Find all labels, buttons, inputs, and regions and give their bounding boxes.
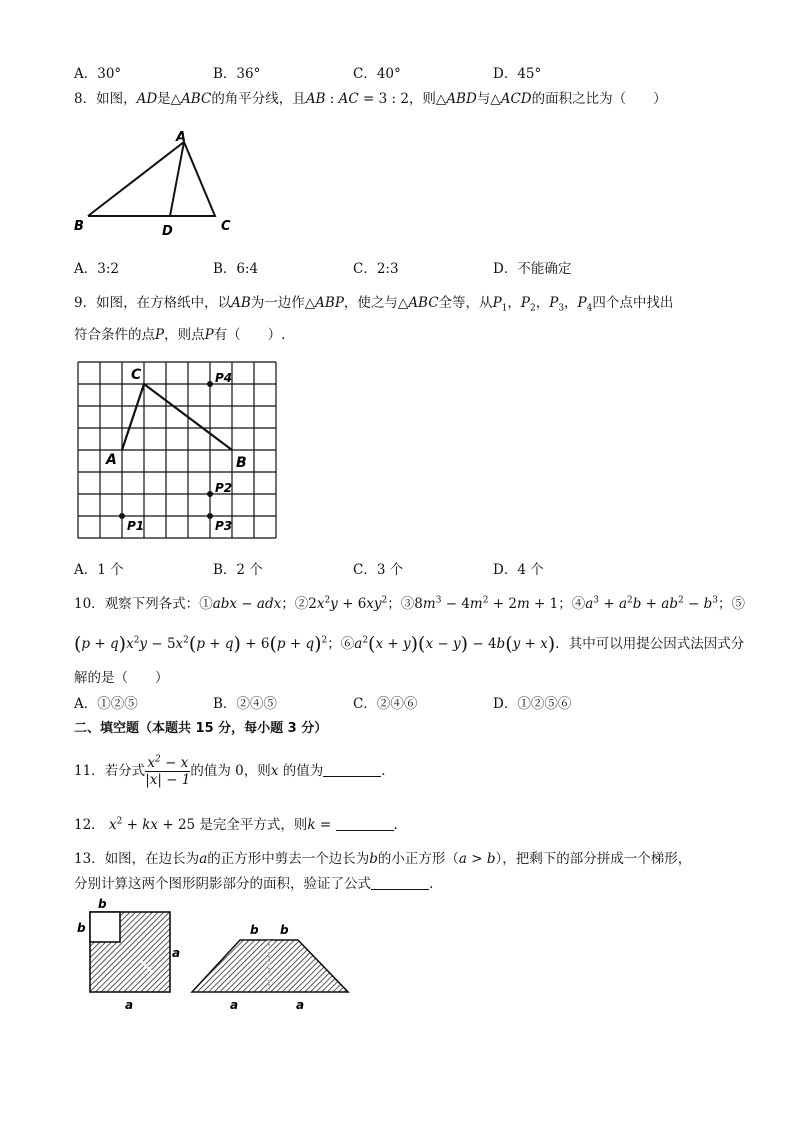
- q9-option-d: D．4 个: [493, 562, 544, 578]
- q13-square-figure: [77, 897, 180, 1012]
- q8-option-a: A．3:2: [74, 261, 119, 277]
- q9-label-p4: P4: [215, 371, 233, 385]
- q13-square-label-a-bottom: a: [125, 998, 134, 1012]
- q7-option-d: D．45°: [493, 66, 542, 82]
- q13-trapezoid-figure: [192, 923, 348, 1012]
- q12-answer-blank[interactable]: [336, 816, 394, 831]
- q10-option-d: D．①②⑤⑥: [493, 696, 572, 712]
- q13-square-label-b-left: b: [77, 921, 86, 935]
- q13-square-label-b-top: b: [98, 897, 107, 911]
- section-2-title: 二、填空题（本题共 15 分，每小题 3 分）: [74, 721, 328, 736]
- q9-label-p3: P3: [215, 519, 233, 533]
- q13-square-label-a-right: a: [172, 946, 181, 960]
- q9-option-b: B．2 个: [213, 562, 263, 578]
- q13-trap-label-a2: a: [296, 998, 305, 1012]
- q8-label-a: A: [176, 130, 187, 145]
- q9-question-line2: 符合条件的点P，则点P有（ ）.: [74, 327, 286, 343]
- q10-option-b: B．②④⑤: [213, 696, 277, 712]
- q11-answer-blank[interactable]: [323, 762, 381, 777]
- q9-label-c: C: [131, 367, 142, 383]
- q8-option-d: D．不能确定: [493, 261, 572, 277]
- q9-label-p1: P1: [127, 519, 145, 533]
- q8-label-c: C: [221, 219, 231, 234]
- q10-question-line2: $(p + q)x^2y - 5x^2(p + q) + 6(p + q)^2$；$⑥a^2(x + y)(x - y) - 4b(y + x)$．其中可以用提公因式法因式分: [74, 633, 745, 655]
- q9-label-a: A: [106, 452, 117, 468]
- q8-label-b: B: [74, 219, 84, 234]
- q10-option-a: A．①②⑤: [74, 696, 138, 712]
- q9-question-line1: 9．如图，在方格纸中，以AB为一边作△ABP，使之与△ABC全等，从$P_1$，$P_2$，$P_3$，$P_4$四个点中找出: [74, 295, 674, 314]
- q10-option-c: C．②④⑥: [353, 696, 418, 712]
- q12-question: 12． $x^2$ + kx + 25 是完全平方式，则k = .: [74, 816, 398, 833]
- q9-option-c: C．3 个: [353, 562, 404, 578]
- q13-question-line1: 13．如图，在边长为a的正方形中剪去一个边长为b的小正方形（a > b），把剩下的部分拼成一个梯形，: [74, 851, 692, 867]
- q8-question: 8．如图，AD是△ABC的角平分线，且AB : AC = 3 : 2，则△ABD与△ACD的面积之比为（ ）: [74, 91, 667, 107]
- q11-question: 11．若分式 $\frac{x^2 - x}{|x| - 1}$ 的值为 0，则x 的值为 .: [74, 754, 386, 788]
- q8-option-b: B．6:4: [213, 261, 259, 277]
- q10-question-line3: 解的是（ ）: [74, 670, 169, 686]
- q11-fraction: $\frac{x^2 - x}{|x| - 1}$: [145, 754, 191, 788]
- q10-question-line1: 10．观察下列各式：①abx − adx；$②2x^2y + 6xy^2$；$③8m^3 - 4m^2 + 2m + 1$；$④a^3 + a^2b + ab^2 - b^3$；⑤: [74, 595, 746, 612]
- q9-label-b: B: [236, 455, 247, 471]
- q7-option-c: C．40°: [353, 66, 401, 82]
- q13-trap-label-a1: a: [230, 998, 239, 1012]
- q9-label-p2: P2: [215, 481, 233, 495]
- q8-option-c: C．2:3: [353, 261, 399, 277]
- q9-option-a: A．1 个: [74, 562, 124, 578]
- q9-grid-figure: [74, 358, 286, 544]
- q13-trap-label-b1: b: [250, 923, 259, 937]
- q8-triangle-figure: [70, 128, 250, 240]
- q13-figures: [72, 896, 362, 1016]
- q13-answer-blank[interactable]: [371, 875, 429, 890]
- q13-question-line2: 分别计算这两个图形阴影部分的面积，验证了公式 .: [74, 876, 434, 892]
- q13-trap-label-b2: b: [280, 923, 289, 937]
- q7-option-b: B．36°: [213, 66, 261, 82]
- q8-label-d: D: [162, 224, 173, 239]
- q7-option-a: A．30°: [74, 66, 122, 82]
